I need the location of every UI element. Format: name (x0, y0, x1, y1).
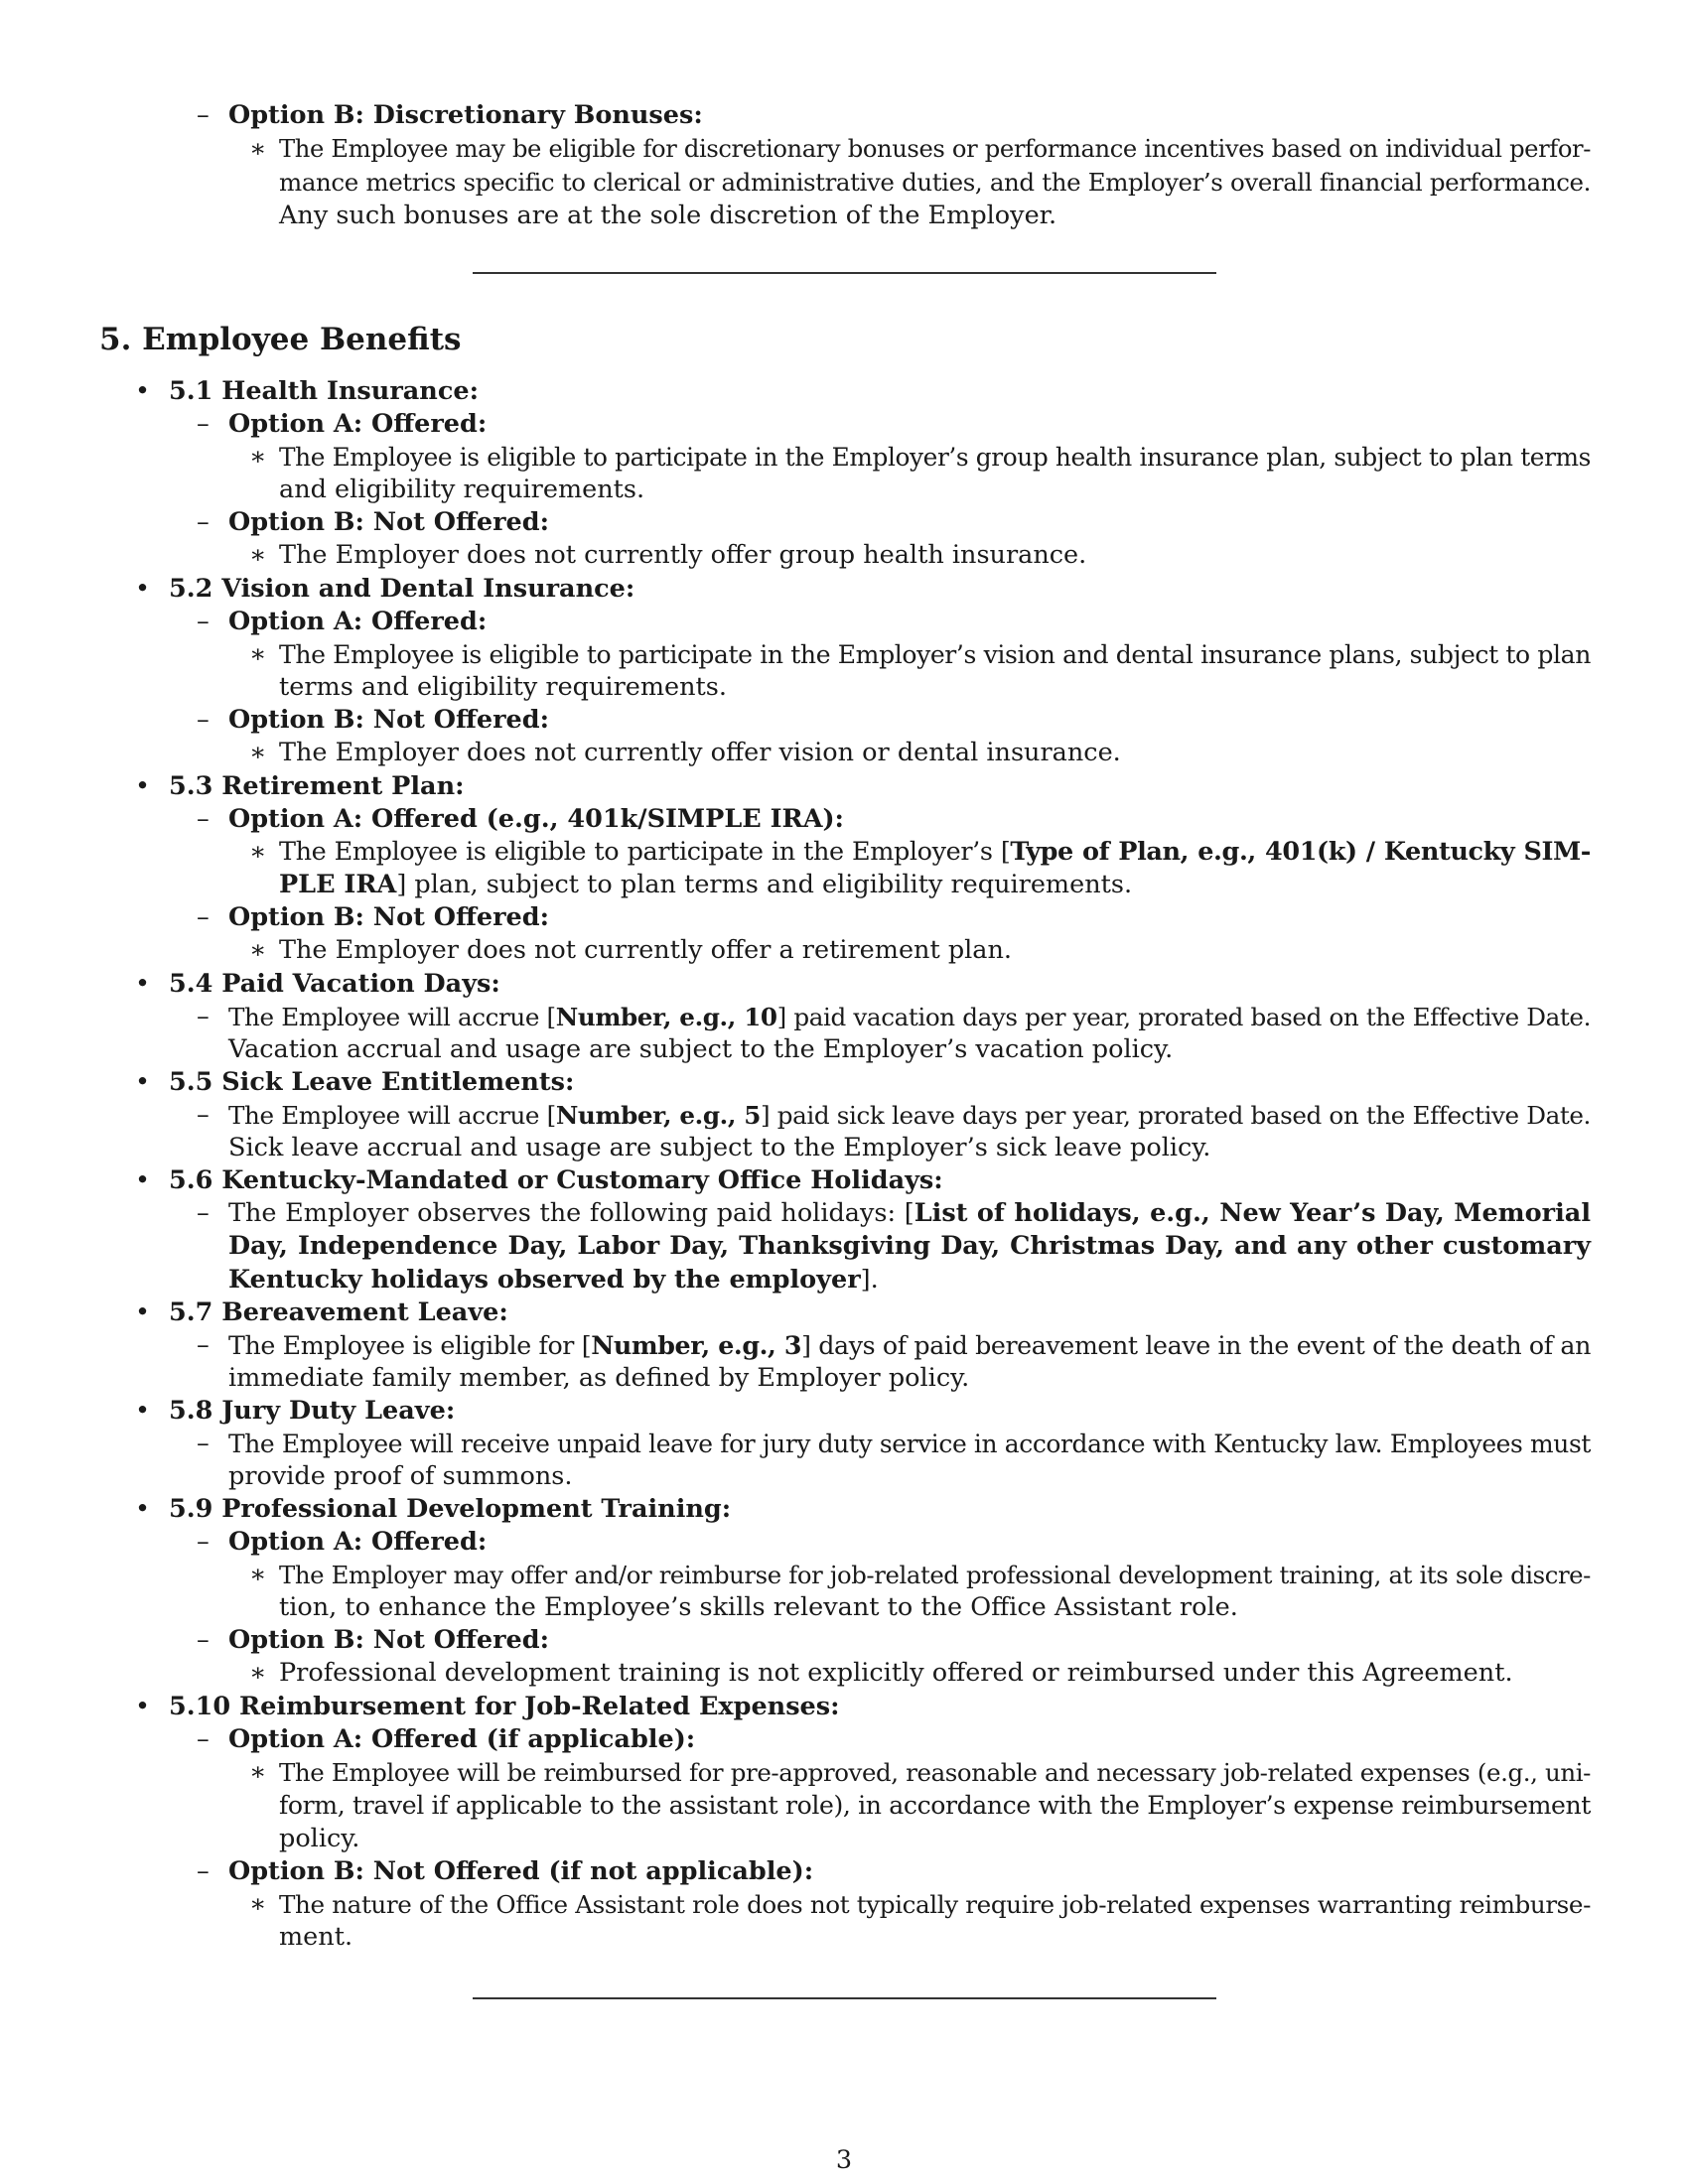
text-line: mance metrics specific to clerical or administrative duties, and the Employer’s overall financial performance. (279, 168, 1591, 198)
option-b (0, 1624, 1688, 1657)
option-a-text (0, 441, 1688, 507)
dash-marker: – (197, 1856, 210, 1886)
item-professional-development (0, 1493, 1688, 1526)
option-a (0, 606, 1688, 638)
text-line: Vacation accrual and usage are subject to the Employer’s vacation policy. (228, 1034, 1174, 1065)
item-title: 5.3 Retirement Plan: (169, 771, 465, 801)
option-title: Option A: Offered: (228, 607, 488, 636)
text-line: terms and eligibility requirements. (279, 672, 727, 703)
text-line: policy. (279, 1823, 360, 1853)
option-title: Option B: Not Offered: (228, 1625, 550, 1655)
bullet-marker: • (135, 1396, 151, 1426)
dash-marker: – (197, 100, 210, 130)
text-line: The Employee is eligible to participate in the Employer’s group health insurance plan, subject to plan terms (279, 443, 1591, 472)
item-sick-leave (0, 1066, 1688, 1099)
asterisk-marker: ∗ (249, 639, 267, 669)
dash-marker: – (197, 705, 210, 735)
item-title: 5.5 Sick Leave Entitlements: (169, 1067, 575, 1097)
bullet-marker: • (135, 1067, 151, 1097)
asterisk-marker: ∗ (249, 837, 267, 867)
dash-marker: – (197, 902, 210, 932)
dash-marker: – (197, 1625, 210, 1655)
asterisk-marker: ∗ (249, 1889, 267, 1919)
text-line: The Employer does not currently offer a retirement plan. (279, 935, 1013, 965)
option-title: Option B: Not Offered: (228, 902, 550, 932)
text-line: PLE IRA] plan, subject to plan terms and eligibility requirements. (279, 870, 1133, 900)
item-office-holidays (0, 1164, 1688, 1197)
dash-marker: – (197, 607, 210, 636)
asterisk-marker: ∗ (249, 1560, 267, 1589)
option-a-text (0, 638, 1688, 705)
option-b-text (0, 539, 1688, 572)
text-line: tion, to enhance the Employee’s skills relevant to the Office Assistant role. (279, 1592, 1238, 1623)
bullet-marker: • (135, 574, 151, 604)
item-retirement-plan (0, 770, 1688, 803)
text-line: The Employer observes the following paid holidays: [List of holidays, e.g., New Year’s Day, Memorial (228, 1198, 1592, 1228)
item-title: 5.6 Kentucky-Mandated or Customary Office Holidays: (169, 1165, 943, 1195)
dash-marker: – (197, 507, 210, 537)
item-title: 5.2 Vision and Dental Insurance: (169, 574, 635, 604)
text-line: provide proof of summons. (228, 1461, 573, 1492)
option-a-text (0, 1559, 1688, 1625)
bullet-marker: • (135, 771, 151, 801)
option-title: Option A: Offered: (228, 1527, 488, 1557)
item-title: 5.9 Professional Development Training: (169, 1494, 732, 1524)
option-title: Option A: Offered (if applicable): (228, 1724, 696, 1754)
dash-marker: – (197, 804, 210, 834)
option-title: Option A: Offered (e.g., 401k/SIMPLE IRA): (228, 804, 844, 834)
text-line: The Employee will be reimbursed for pre-approved, reasonable and necessary job-related expenses (e.g., uni- (279, 1758, 1591, 1787)
asterisk-marker: ∗ (249, 935, 267, 965)
page-number: 3 (835, 2145, 853, 2175)
text-line: The nature of the Office Assistant role does not typically require job-related expenses warranting reimburse- (279, 1890, 1591, 1919)
item-vision-dental (0, 573, 1688, 606)
asterisk-marker: ∗ (249, 1757, 267, 1787)
item-bereavement-leave (0, 1297, 1688, 1329)
vacation-text (0, 1001, 1688, 1067)
option-b-text (0, 737, 1688, 769)
text-line: The Employee will accrue [Number, e.g., 5] paid sick leave days per year, prorated based on the Effective Date. (228, 1101, 1591, 1130)
asterisk-marker: ∗ (249, 442, 267, 472)
option-a (0, 408, 1688, 441)
option-a (0, 1723, 1688, 1756)
bereavement-text (0, 1329, 1688, 1396)
option-title: Option A: Offered: (228, 409, 488, 439)
bonus-description (0, 133, 1688, 232)
text-line: The Employer may offer and/or reimburse for job-related professional development training, at its sole discre- (279, 1561, 1591, 1589)
text-line: The Employer does not currently offer vision or dental insurance. (279, 738, 1121, 767)
asterisk-marker: ∗ (249, 540, 267, 570)
option-b (0, 901, 1688, 934)
text-line: The Employee is eligible for [Number, e.g., 3] days of paid bereavement leave in the event of the death of an (228, 1330, 1591, 1360)
dash-marker: – (197, 1527, 210, 1557)
asterisk-marker: ∗ (249, 738, 267, 767)
option-title: Option B: Not Offered: (228, 507, 550, 537)
item-title: 5.7 Bereavement Leave: (169, 1297, 508, 1327)
option-title: Option B: Discretionary Bonuses: (228, 100, 703, 130)
option-b-discretionary-bonuses (0, 99, 1688, 132)
item-title: 5.10 Reimbursement for Job-Related Expenses: (169, 1692, 840, 1721)
jury-text (0, 1428, 1688, 1494)
text-line: ment. (279, 1922, 353, 1953)
dash-marker: – (197, 1198, 210, 1228)
bullet-marker: • (135, 1494, 151, 1524)
dash-marker: – (197, 409, 210, 439)
asterisk-marker: ∗ (249, 1658, 267, 1688)
option-title: Option B: Not Offered: (228, 705, 550, 735)
option-b-text (0, 1657, 1688, 1690)
item-health-insurance (0, 375, 1688, 408)
text-line: Sick leave accrual and usage are subject to the Employer’s sick leave policy. (228, 1133, 1211, 1163)
text-line: Any such bonuses are at the sole discretion of the Employer. (279, 200, 1057, 230)
text-line: The Employer does not currently offer group health insurance. (279, 540, 1087, 570)
text-line: Day, Independence Day, Labor Day, Thanksgiving Day, Christmas Day, and any other customary (228, 1231, 1591, 1262)
option-b (0, 1855, 1688, 1888)
text-line: Kentucky holidays observed by the employer]. (228, 1264, 879, 1295)
item-paid-vacation (0, 968, 1688, 1001)
section-divider (473, 1997, 1216, 1999)
text-line: The Employee is eligible to participate in the Employer’s vision and dental insurance plans, subject to plan (279, 640, 1591, 669)
option-a (0, 1526, 1688, 1559)
item-expense-reimbursement (0, 1691, 1688, 1723)
item-title: 5.4 Paid Vacation Days: (169, 969, 500, 999)
section-divider (473, 272, 1216, 274)
item-title: 5.8 Jury Duty Leave: (169, 1396, 456, 1426)
asterisk-marker: ∗ (249, 134, 267, 164)
bullet-marker: • (135, 1165, 151, 1195)
option-a (0, 803, 1688, 836)
dash-marker: – (197, 1724, 210, 1754)
dash-marker: – (197, 1429, 210, 1458)
option-b-text (0, 934, 1688, 967)
bullet-marker: • (135, 376, 151, 406)
dash-marker: – (197, 1002, 210, 1031)
section-title: 5. Employee Benefits (99, 322, 462, 357)
option-b (0, 704, 1688, 737)
text-line: The Employee will accrue [Number, e.g., 10] paid vacation days per year, prorated based on the Effective Date. (228, 1003, 1591, 1031)
bullet-marker: • (135, 1297, 151, 1327)
option-b (0, 506, 1688, 539)
text-line: and eligibility requirements. (279, 475, 645, 505)
text-line: form, travel if applicable to the assistant role), in accordance with the Employer’s expense reimbursement (279, 1791, 1591, 1821)
option-title: Option B: Not Offered (if not applicable): (228, 1856, 814, 1886)
text-line: Professional development training is not explicitly offered or reimbursed under this Agreement. (279, 1658, 1513, 1688)
option-a-text (0, 836, 1688, 902)
item-jury-duty (0, 1395, 1688, 1428)
option-a-text (0, 1756, 1688, 1855)
text-line: immediate family member, as defined by Employer policy. (228, 1363, 970, 1394)
text-line: The Employee will receive unpaid leave for jury duty service in accordance with Kentucky law. Employees must (228, 1430, 1591, 1458)
item-title: 5.1 Health Insurance: (169, 376, 479, 406)
bullet-marker: • (135, 969, 151, 999)
dash-marker: – (197, 1100, 210, 1130)
text-line: The Employee may be eligible for discretionary bonuses or performance incentives based on individual perfor- (279, 135, 1591, 163)
sick-leave-text (0, 1099, 1688, 1165)
text-line: The Employee is eligible to participate in the Employer’s [Type of Plan, e.g., 401(k) / Kentucky SIM- (279, 837, 1591, 867)
holidays-text (0, 1197, 1688, 1297)
option-b-text (0, 1888, 1688, 1955)
dash-marker: – (197, 1330, 210, 1360)
bullet-marker: • (135, 1692, 151, 1721)
